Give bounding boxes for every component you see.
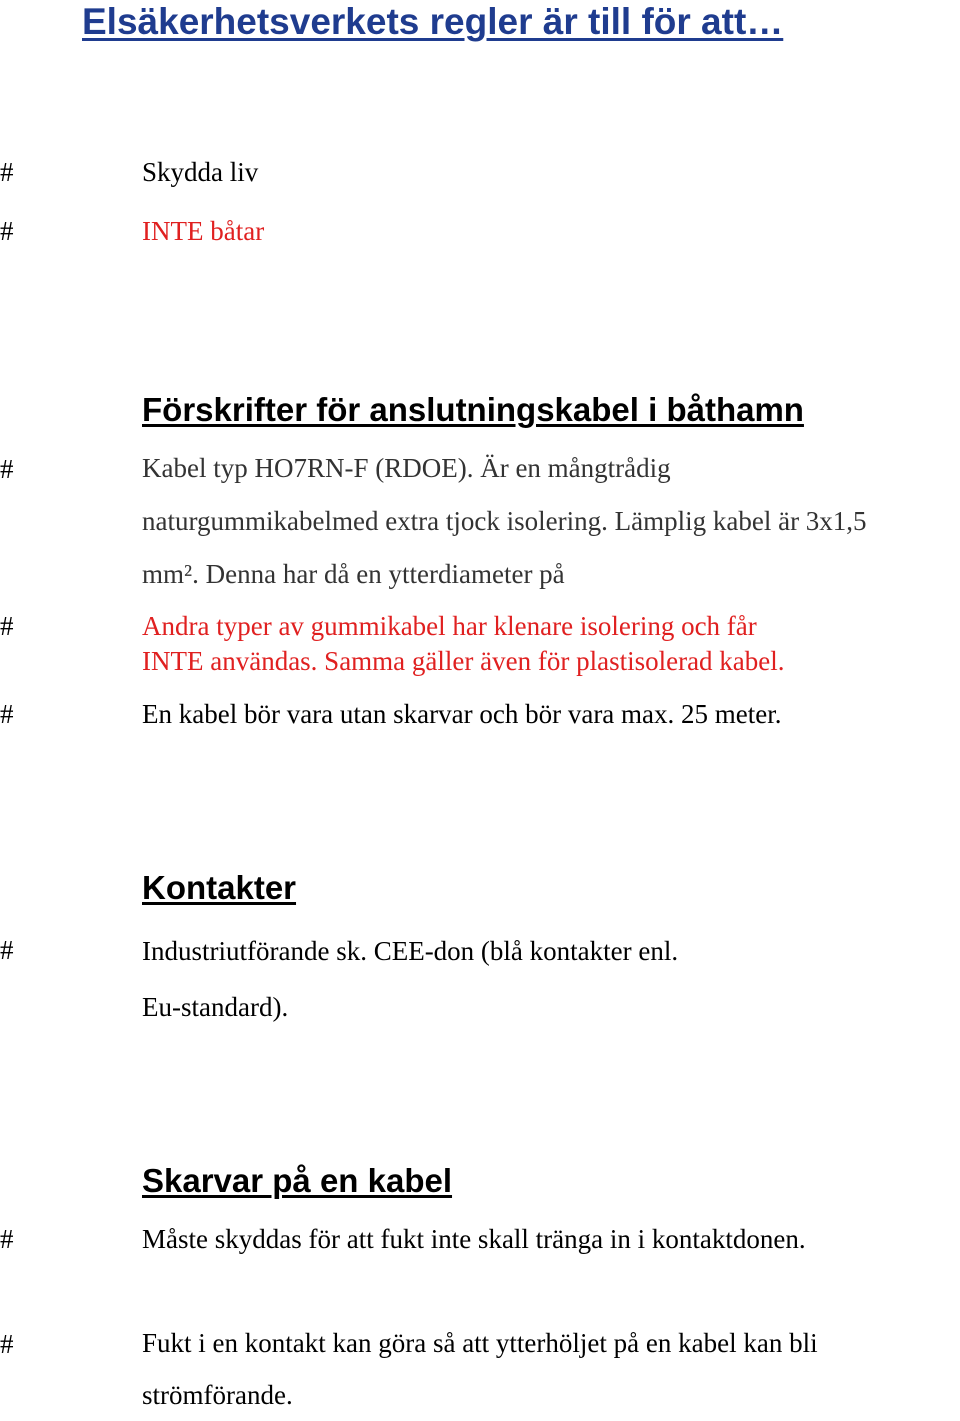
- cable-item-type-line: naturgummikabelmed extra tjock isolering. Lämplig kabel är 3x1,5: [142, 506, 867, 536]
- cable-item-other-types-line: Andra typer av gummikabel har klenare isolering och får: [142, 611, 757, 641]
- splices-item-moisture: [142, 1317, 818, 1421]
- cable-item-type-line: Kabel typ HO7RN-F (RDOE). Är en mångtrådig: [142, 453, 671, 483]
- page-title: Elsäkerhetsverkets regler är till för att…: [82, 1, 784, 42]
- cable-item-type: [142, 442, 867, 601]
- cable-item-no-splices: En kabel bör vara utan skarvar och bör vara max. 25 meter.: [142, 699, 782, 729]
- bullet-marker: #: [0, 1329, 14, 1359]
- splices-item-protect: Måste skyddas för att fukt inte skall tränga in i kontaktdonen.: [142, 1224, 806, 1254]
- contacts-item-cee: [142, 923, 678, 1035]
- bullet-marker: #: [0, 935, 14, 965]
- contacts-item-cee-line: Eu-standard).: [142, 992, 289, 1022]
- section-heading-contacts: Kontakter: [142, 869, 297, 906]
- bullet-marker: #: [0, 611, 14, 641]
- intro-item-inte-batar: INTE båtar: [142, 216, 265, 246]
- cable-item-other-types: [142, 609, 785, 679]
- splices-item-moisture-line: Fukt i en kontakt kan göra så att ytterhöljet på en kabel kan bli: [142, 1328, 818, 1358]
- bullet-marker: #: [0, 699, 14, 729]
- contacts-item-cee-line: Industriutförande sk. CEE-don (blå kontakter enl.: [142, 936, 679, 966]
- cable-item-type-line: mm². Denna har då en ytterdiameter på: [142, 559, 565, 589]
- intro-item-skydda-liv: Skydda liv: [142, 157, 259, 187]
- cable-item-other-types-line: INTE användas. Samma gäller även för plastisolerad kabel.: [142, 646, 785, 676]
- section-heading-cable: Förskrifter för anslutningskabel i båthamn: [142, 391, 804, 428]
- bullet-marker: #: [0, 216, 14, 246]
- bullet-marker: #: [0, 157, 14, 187]
- bullet-marker: #: [0, 1224, 14, 1254]
- splices-item-moisture-line: strömförande.: [142, 1380, 293, 1410]
- section-heading-splices: Skarvar på en kabel: [142, 1162, 453, 1199]
- bullet-marker: #: [0, 454, 14, 484]
